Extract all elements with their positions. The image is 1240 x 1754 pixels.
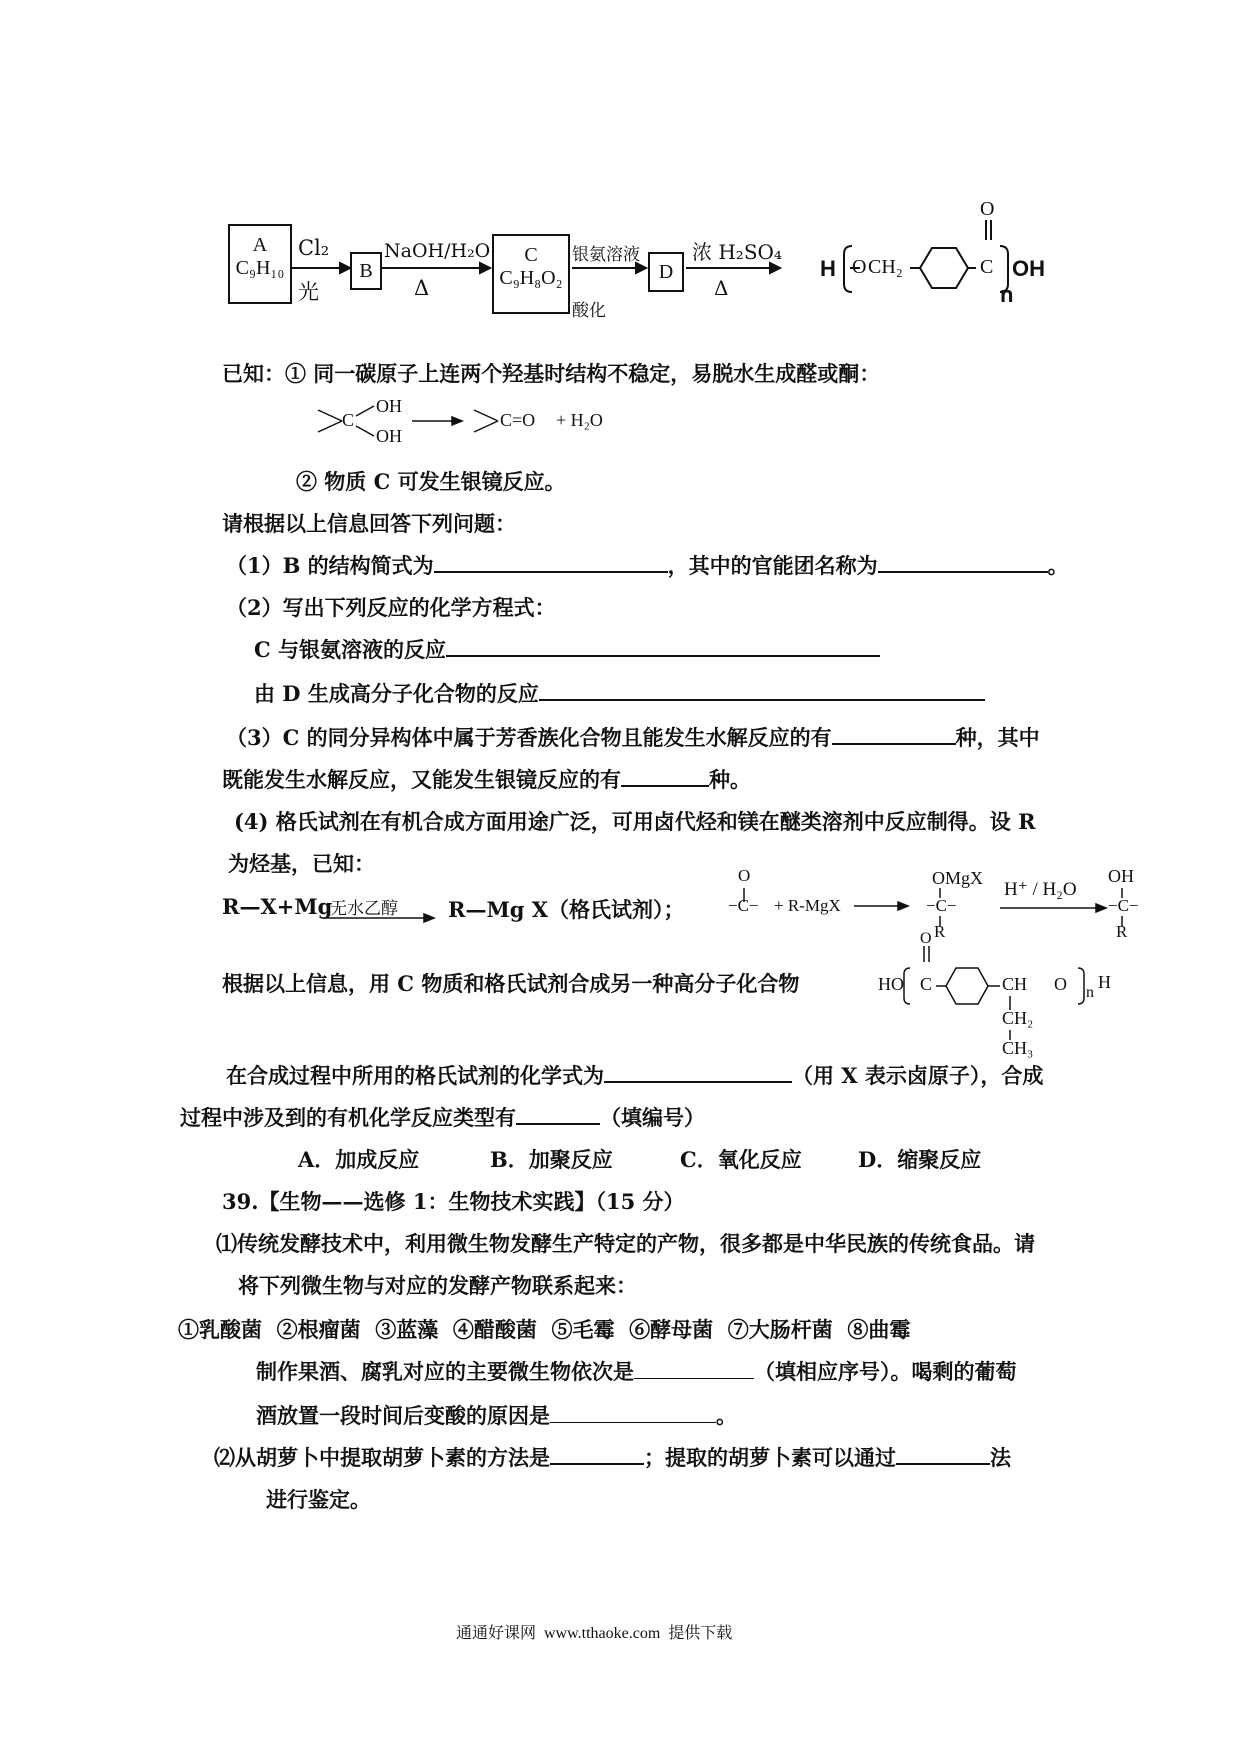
q39-p4-text-b: ；提取的胡萝卜素可以通过 <box>644 1445 896 1470</box>
arrow3-reagent: 银氨溶液 <box>572 245 640 265</box>
known-intro: 已知：① 同一碳原子上连两个羟基时结构不稳定，易脱水生成醛或酮： <box>222 361 881 386</box>
q39-blank-identification[interactable] <box>896 1445 990 1465</box>
polymer-end-H: H <box>820 256 836 281</box>
q4-line3: 根据以上信息，用 C 物质和格氏试剂合成另一种高分子化合物 <box>222 971 800 996</box>
question-intro: 请根据以上信息回答下列问题： <box>222 511 516 536</box>
target-carbonyl-C: C <box>920 974 933 994</box>
q39-p1a: ⑴传统发酵技术中，利用微生物发酵生产特定的产物，很多都是中华民族的传统食品。请 <box>216 1231 1035 1256</box>
target-n: n <box>1086 984 1094 1001</box>
option-a: A．加成反应 <box>298 1147 420 1172</box>
q2-line2-text: 由 D 生成高分子化合物的反应 <box>254 681 539 706</box>
q3-text-d: 种。 <box>709 767 751 792</box>
alcohol-OH: OH <box>1108 866 1134 886</box>
polymer-O: O <box>852 256 867 278</box>
q4-blank-reaction-types[interactable] <box>516 1105 600 1125</box>
adduct-R: R <box>934 922 946 941</box>
q3-text-b: 种，其中 <box>955 725 1040 750</box>
q3-text-a: （3）C 的同分异构体中属于芳香族化合物且能发生水解反应的有 <box>226 725 832 750</box>
polymer-end-OH: OH <box>1012 256 1045 281</box>
diol-carbon: C <box>342 410 355 430</box>
polymer-carbonyl-O: O <box>980 198 995 220</box>
q4-line1: (4) 格氏试剂在有机合成方面用途广泛，可用卤代烃和镁在醚类溶剂中反应制得。设 R <box>234 809 1036 834</box>
q39-p2-text-a: 制作果酒、腐乳对应的主要微生物依次是 <box>256 1359 634 1384</box>
q2-heading: （2）写出下列反应的化学方程式： <box>226 595 556 620</box>
compound-A-label: A <box>252 234 268 256</box>
q39-p3-text-b: 。 <box>716 1403 737 1428</box>
q39-p4-text-c: 法 <box>990 1445 1011 1470</box>
compound-A-formula: C₉H₁₀ <box>235 257 285 279</box>
grignard-reagent-def: R—Mg X（格氏试剂）； <box>448 897 685 922</box>
grignard-rx: R—X+Mg <box>222 894 333 919</box>
arrow2-condition: Δ <box>414 276 430 300</box>
diol-oh-bottom: OH <box>376 426 402 446</box>
q3-text-c: 既能发生水解反应，又能发生银镜反应的有 <box>222 767 621 792</box>
compound-C-label: C <box>524 244 538 266</box>
target-CH: CH <box>1002 974 1028 994</box>
q1-text-a: （1）B 的结构简式为 <box>226 553 434 578</box>
compound-C-formula: C₉H₈O₂ <box>499 267 563 289</box>
polymer-carbonyl-C: C <box>980 256 994 278</box>
option-c: C．氧化反应 <box>680 1147 802 1172</box>
q4-line4-text-a: 在合成过程中所用的格氏试剂的化学式为 <box>226 1063 604 1088</box>
page-footer: 通通好课网 www.tthaoke.com 提供下载 <box>456 1625 733 1642</box>
q4-line5 <box>180 1102 705 1132</box>
plus-rmgx: + R-MgX <box>774 896 841 915</box>
arrow4-reagent: 浓 H₂SO₄ <box>692 240 782 264</box>
q39-p4-text-a: ⑵从胡萝卜中提取胡萝卜素的方法是 <box>214 1445 550 1470</box>
q39-p1b: 将下列微生物与对应的发酵产物联系起来： <box>238 1273 637 1298</box>
arrow4-condition: Δ <box>714 276 729 300</box>
known-item-2: ② 物质 C 可发生银镜反应。 <box>296 469 566 494</box>
q39-blank-extraction[interactable] <box>550 1445 644 1465</box>
q1-text-c: 。 <box>1047 553 1069 578</box>
arrow2-reagent: NaOH/H₂O <box>384 240 491 262</box>
q4-line5-text-a: 过程中涉及到的有机化学反应类型有 <box>180 1105 516 1130</box>
compound-D-label: D <box>658 261 674 283</box>
q4-line5-text-b: （填编号） <box>600 1105 705 1130</box>
q4-line4 <box>226 1060 1043 1090</box>
q39-blank-sour-reason[interactable] <box>550 1404 716 1423</box>
diol-oh-top: OH <box>376 396 402 416</box>
option-b: B．加聚反应 <box>490 1147 613 1172</box>
microbe-list: ①乳酸菌 ②根瘤菌 ③蓝藻 ④醋酸菌 ⑤毛霉 ⑥酵母菌 ⑦大肠杆菌 ⑧曲霉 <box>178 1317 911 1342</box>
ketone-O: O <box>738 866 751 885</box>
option-d: D．缩聚反应 <box>858 1147 982 1172</box>
target-CH3: CH₃ <box>1002 1038 1034 1058</box>
arrow1-condition: 光 <box>298 280 319 304</box>
q39-p2-text-b: （填相应序号）。喝剩的葡萄 <box>754 1359 1017 1384</box>
hydrolysis-condition: H⁺ / H₂O <box>1004 879 1077 900</box>
target-CH2: CH₂ <box>1002 1008 1034 1028</box>
adduct-C: −C− <box>926 896 957 915</box>
target-carbonyl-O: O <box>920 930 932 947</box>
polymer-CH2: CH₂ <box>868 256 903 278</box>
target-HO: HO <box>878 974 904 994</box>
q2-line1-text: C 与银氨溶液的反应 <box>254 637 447 662</box>
q39-title: 39.【生物——选修 1：生物技术实践】（15 分） <box>222 1189 685 1214</box>
carbonyl-product: C=O <box>500 410 536 430</box>
q1-text-b: ，其中的官能团名称为 <box>667 553 878 578</box>
q39-p3-text-a: 酒放置一段时间后变酸的原因是 <box>256 1403 550 1428</box>
water-product: + H₂O <box>556 410 603 430</box>
alcohol-C: −C− <box>1108 896 1139 915</box>
q39-blank-microbes[interactable] <box>634 1360 754 1379</box>
q4-blank-grignard-formula[interactable] <box>604 1063 792 1083</box>
q39-p4 <box>214 1442 1011 1472</box>
q39-p2 <box>256 1356 1017 1386</box>
polymer-n: n <box>1000 282 1014 307</box>
target-end-H: H <box>1098 972 1111 992</box>
ketone-C: −C− <box>728 896 759 915</box>
grignard-solvent: 无水乙醇 <box>330 899 398 919</box>
target-ether-O: O <box>1054 974 1067 994</box>
q4-line4-text-b: （用 X 表示卤原子），合成 <box>792 1063 1044 1088</box>
arrow1-reagent: Cl₂ <box>298 236 330 260</box>
arrow3-condition: 酸化 <box>572 301 606 321</box>
compound-B-label: B <box>359 260 373 282</box>
q39-p5: 进行鉴定。 <box>266 1487 371 1512</box>
q4-line2: 为烃基，已知： <box>228 851 375 876</box>
adduct-omgx: OMgX <box>932 868 984 888</box>
alcohol-R: R <box>1116 922 1128 941</box>
q39-p3 <box>256 1400 737 1430</box>
